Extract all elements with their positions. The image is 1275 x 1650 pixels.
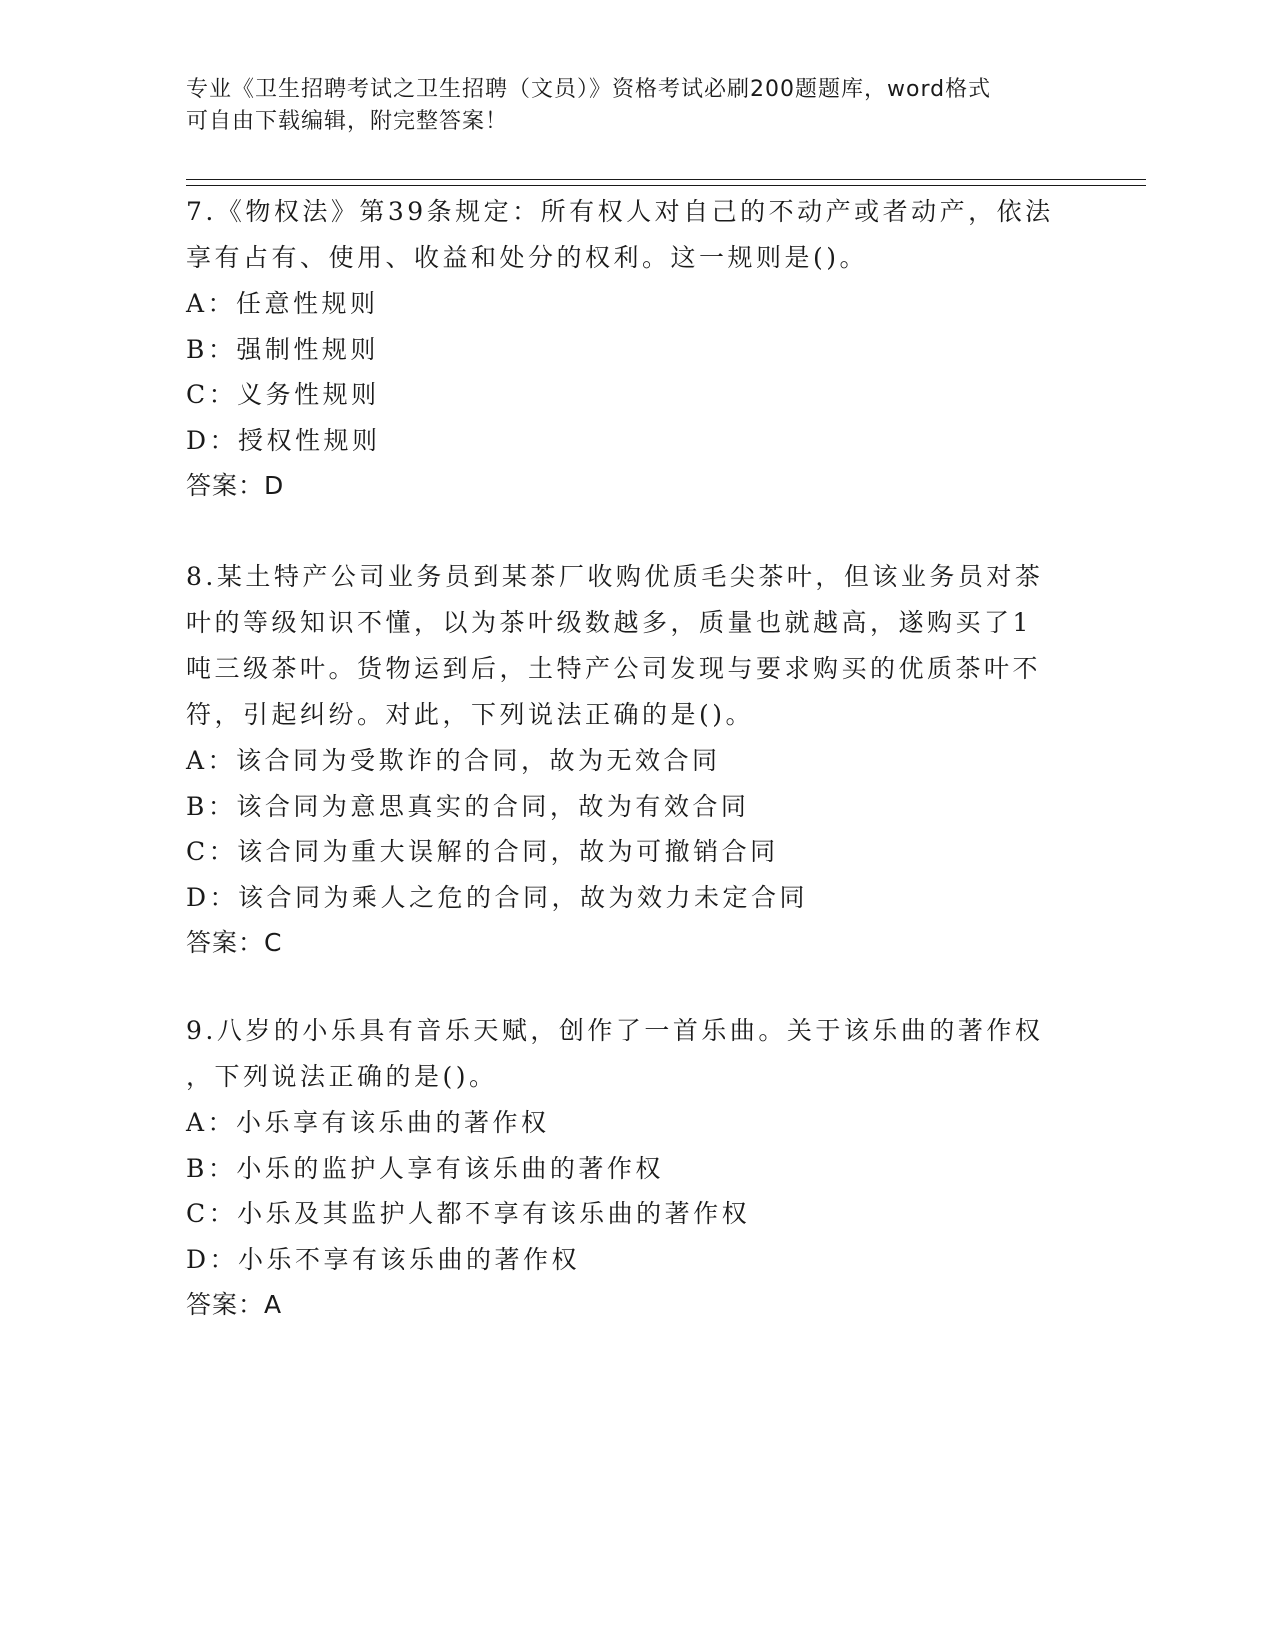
stem-line: 享有占有、使用、收益和处分的权利。这一规则是()。 <box>186 243 869 272</box>
header-line-1: 专业《卫生招聘考试之卫生招聘（文员）》资格考试必刷200题题库，word格式 <box>186 77 992 102</box>
option-b: B：强制性规则 <box>186 334 379 364</box>
option-d: D：小乐不享有该乐曲的著作权 <box>186 1244 581 1274</box>
option-b: B：该合同为意思真实的合同，故为有效合同 <box>186 791 750 821</box>
question-7 <box>186 189 1086 509</box>
question-9 <box>186 1008 1086 1328</box>
option-a: A：小乐享有该乐曲的著作权 <box>186 1108 550 1137</box>
stem-line: 7.《物权法》第39条规定：所有权人对自己的不动产或者动产，依法 <box>186 197 1054 226</box>
answer: 答案：A <box>186 1290 283 1319</box>
question-stem <box>186 1008 1086 1100</box>
option-a: A：该合同为受欺诈的合同，故为无效合同 <box>186 746 721 775</box>
stem-line: ，下列说法正确的是()。 <box>186 1062 498 1091</box>
document-header <box>186 74 1086 138</box>
stem-line: 叶的等级知识不懂，以为茶叶级数越多，质量也就越高，遂购买了1 <box>186 608 1032 637</box>
question-8 <box>186 554 1086 966</box>
question-stem <box>186 189 1086 281</box>
option-c: C：该合同为重大误解的合同，故为可撤销合同 <box>186 837 779 866</box>
stem-line: 符，引起纠纷。对此，下列说法正确的是()。 <box>186 700 755 729</box>
header-divider-top <box>186 179 1146 180</box>
answer: 答案：D <box>186 471 285 500</box>
option-c: C：小乐及其监护人都不享有该乐曲的著作权 <box>186 1199 751 1228</box>
option-b: B：小乐的监护人享有该乐曲的著作权 <box>186 1153 664 1183</box>
header-divider-bottom <box>186 185 1146 186</box>
stem-line: 9.八岁的小乐具有音乐天赋，创作了一首乐曲。关于该乐曲的著作权 <box>186 1016 1044 1045</box>
option-d: D：授权性规则 <box>186 425 381 455</box>
stem-line: 8.某土特产公司业务员到某茶厂收购优质毛尖茶叶，但该业务员对茶 <box>186 562 1044 591</box>
option-c: C：义务性规则 <box>186 380 380 409</box>
header-line-2: 可自由下载编辑，附完整答案！ <box>186 109 509 134</box>
stem-line: 吨三级茶叶。货物运到后，土特产公司发现与要求购买的优质茶叶不 <box>186 654 1042 683</box>
answer: 答案：C <box>186 928 283 957</box>
option-a: A：任意性规则 <box>186 289 379 318</box>
question-stem <box>186 554 1086 738</box>
option-d: D：该合同为乘人之危的合同，故为效力未定合同 <box>186 882 809 912</box>
